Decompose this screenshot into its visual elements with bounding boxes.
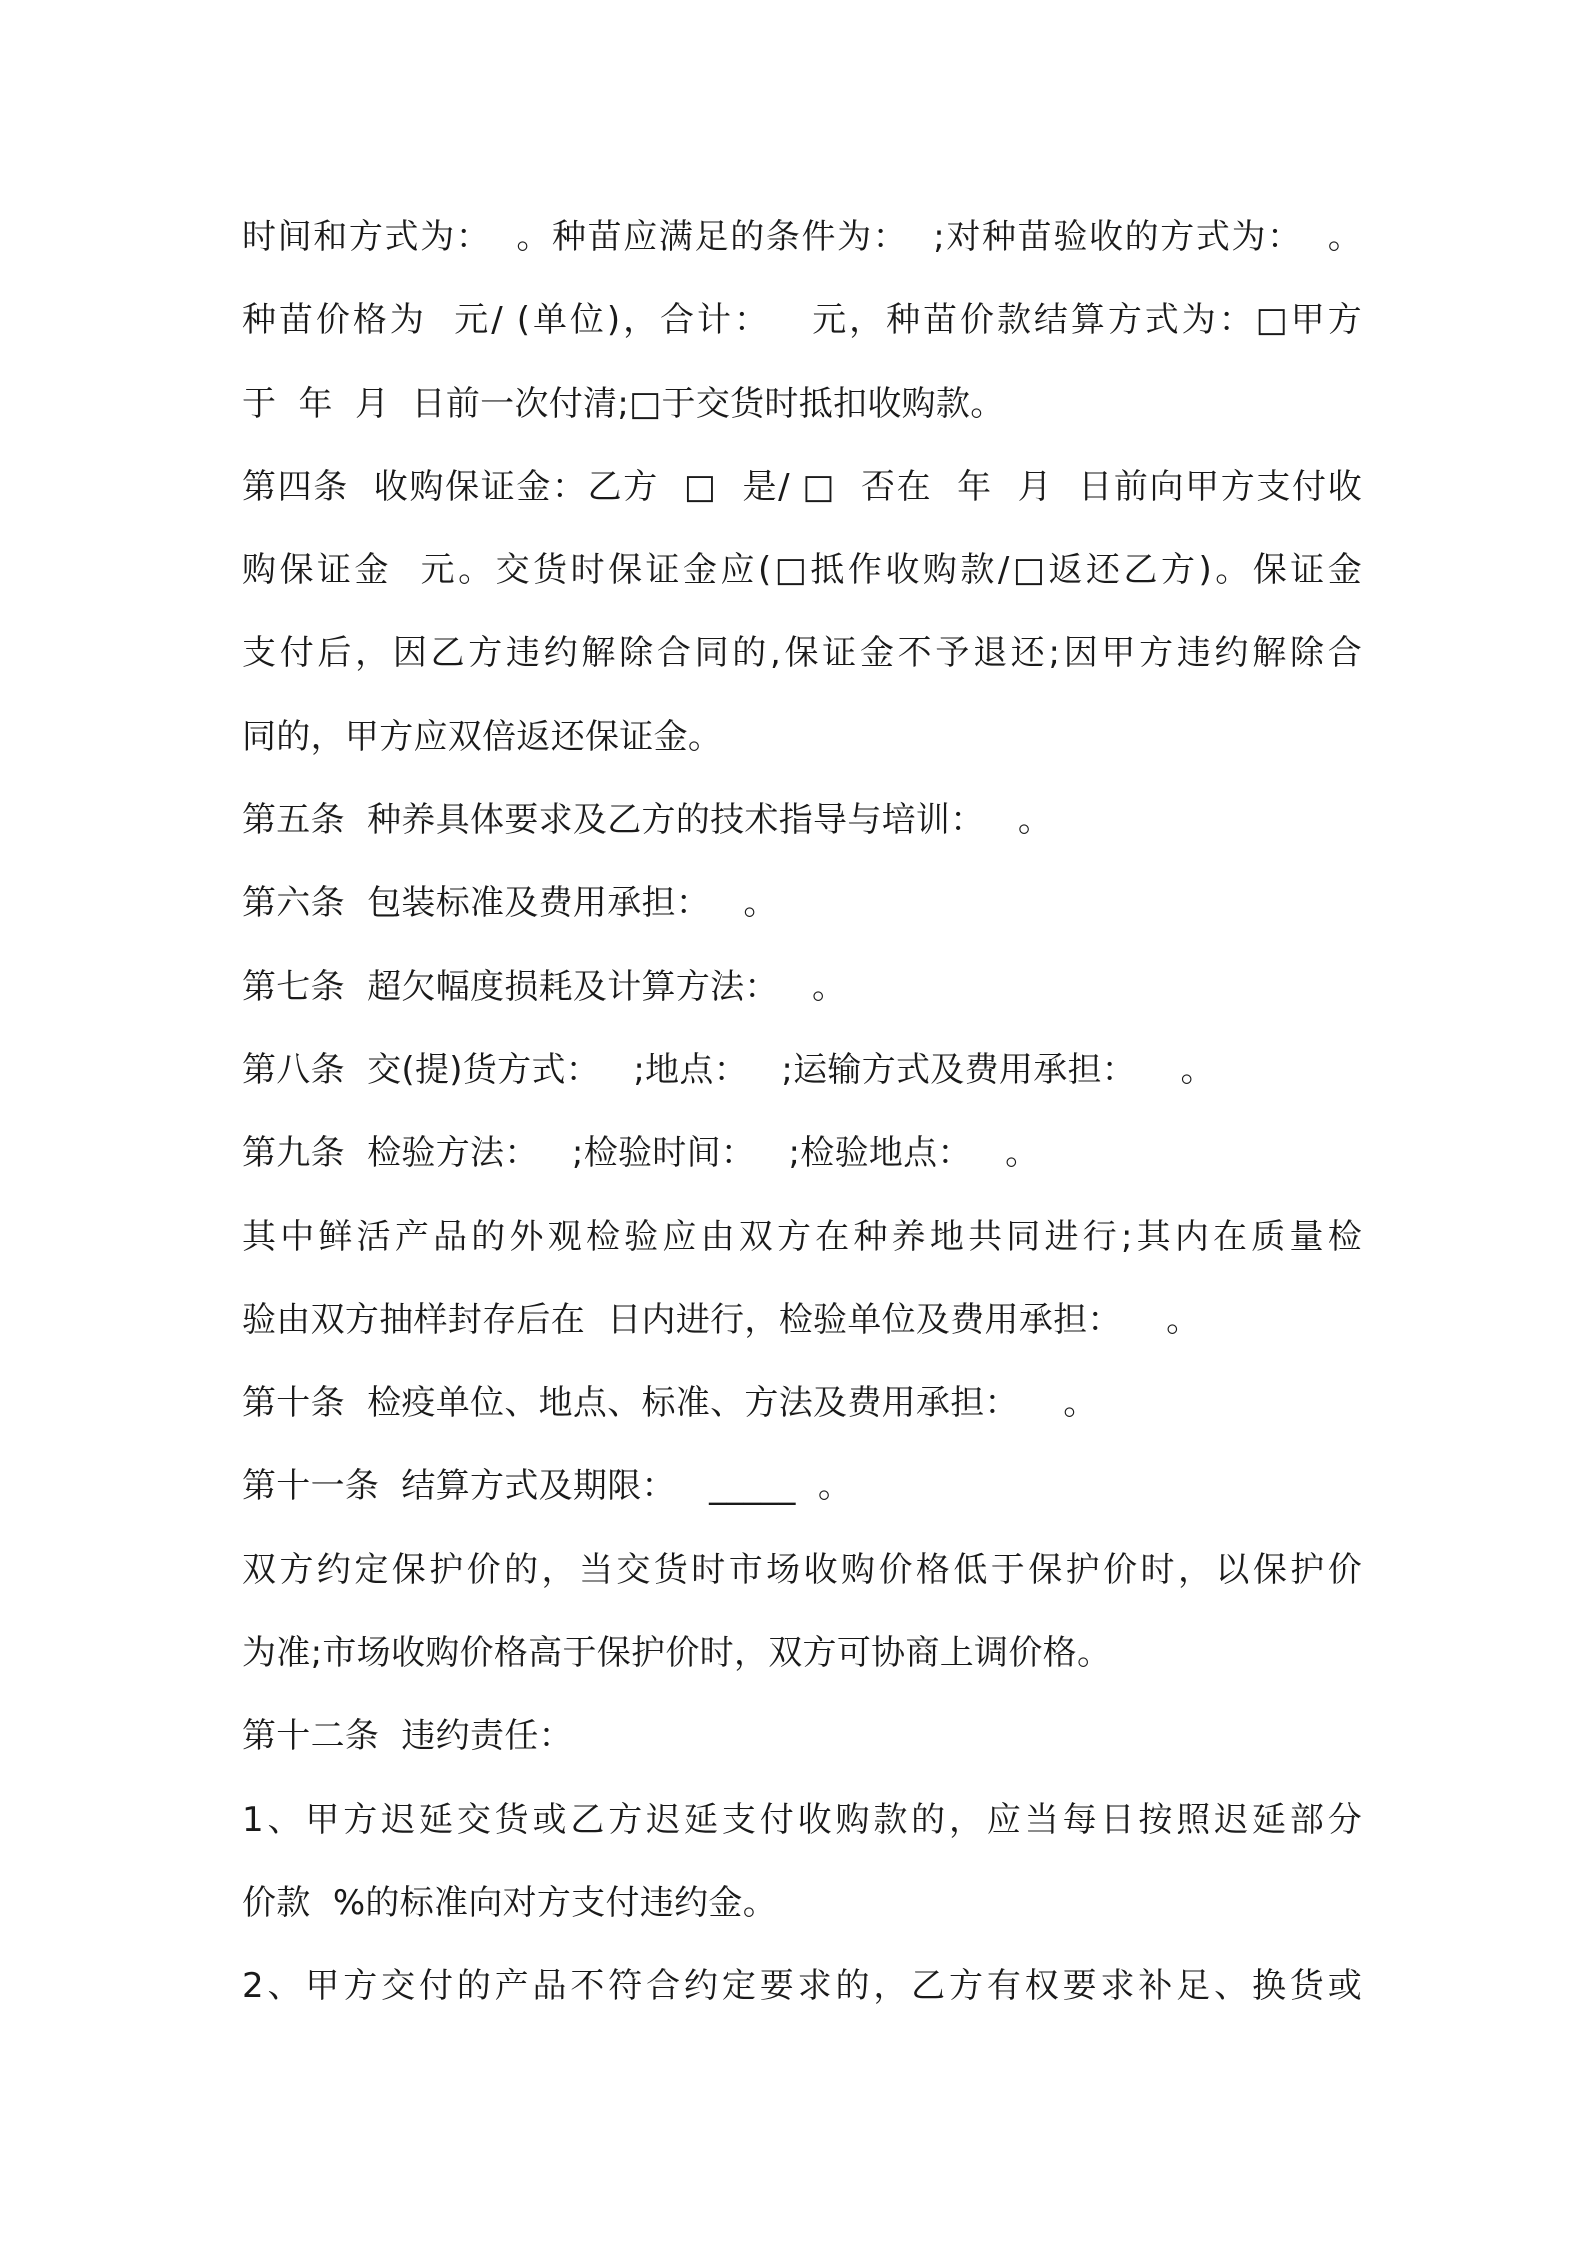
text-line: 第六条 包装标准及费用承担： 。 xyxy=(242,883,778,924)
text-line: 为准;市场收购价格高于保护价时，双方可协商上调价格。 xyxy=(242,1633,1112,1674)
text-line: 时间和方式为： 。种苗应满足的条件为： ;对种苗验收的方式为： 。 xyxy=(242,217,1362,257)
text-line: 第十条 检疫单位、地点、标准、方法及费用承担： 。 xyxy=(242,1383,1098,1424)
text-line: 第十二条 违约责任： xyxy=(242,1716,573,1757)
text-line: 种苗价格为 元/ (单位)，合计： 元，种苗价款结算方式为：□甲方 xyxy=(242,300,1362,341)
text-line: 第九条 检验方法： ;检验时间： ;检验地点： 。 xyxy=(242,1133,1040,1174)
text-line: 第四条 收购保证金：乙方 □ 是/ □ 否在 年 月 日前向甲方支付收 xyxy=(242,466,1362,507)
text-line: 价款 %的标准向对方支付违约金。 xyxy=(242,1882,778,1923)
text-line: 于 年 月 日前一次付清;□于交货时抵扣收购款。 xyxy=(242,383,1005,424)
text-line: 同的，甲方应双倍返还保证金。 xyxy=(242,716,723,757)
text-line: 购保证金 元。交货时保证金应(□抵作收购款/□返还乙方)。保证金 xyxy=(242,550,1362,591)
text-line: 第八条 交(提)货方式： ;地点： ;运输方式及费用承担： 。 xyxy=(242,1049,1215,1090)
text-line: 其中鲜活产品的外观检验应由双方在种养地共同进行;其内在质量检 xyxy=(242,1216,1362,1257)
text-line: 验由双方抽样封存后在 日内进行，检验单位及费用承担： 。 xyxy=(242,1299,1201,1340)
text-line: 支付后，因乙方违约解除合同的,保证金不予退还;因甲方违约解除合 xyxy=(242,633,1362,674)
text-line: 双方约定保护价的，当交货时市场收购价格低于保护价时，以保护价 xyxy=(242,1549,1362,1590)
text-line: 2、甲方交付的产品不符合约定要求的，乙方有权要求补足、换货或 xyxy=(242,1966,1362,2007)
text-line: 1、甲方迟延交货或乙方迟延支付收购款的，应当每日按照迟延部分 xyxy=(242,1799,1362,1840)
text-line: 第十一条 结算方式及期限： _____ 。 xyxy=(242,1466,853,1507)
text-line: 第七条 超欠幅度损耗及计算方法： 。 xyxy=(242,966,847,1007)
document-page xyxy=(242,196,1362,2029)
text-line: 第五条 种养具体要求及乙方的技术指导与培训： 。 xyxy=(242,800,1053,841)
